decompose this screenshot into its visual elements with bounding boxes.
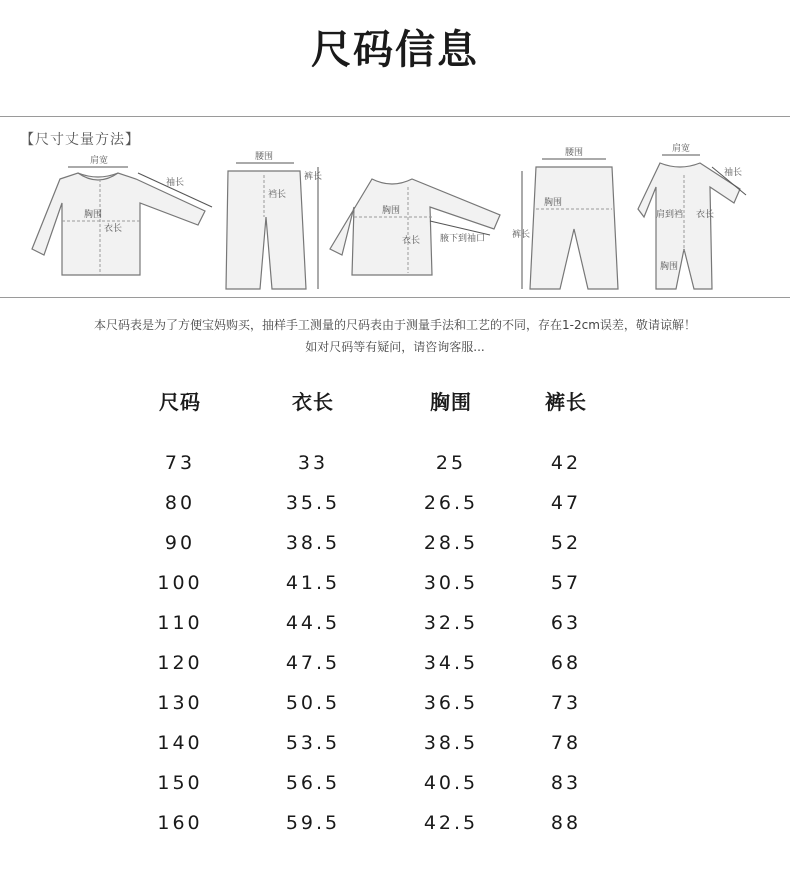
measurement-diagrams — [0, 117, 790, 299]
size-cell: 100 — [157, 572, 203, 594]
size-cell: 120 — [157, 652, 203, 674]
size-cell: 80 — [164, 492, 196, 514]
top-length-cell: 47.5 — [285, 652, 341, 674]
size-cell: 110 — [157, 612, 203, 634]
pants-length-cell: 63 — [550, 612, 582, 634]
size-cell: 90 — [164, 532, 196, 554]
chest-cell: 40.5 — [423, 772, 479, 794]
open-crotch-pants-diagram — [512, 147, 618, 289]
table-header-row — [120, 386, 640, 452]
romper-length-label: 衣长 — [696, 210, 715, 220]
chest-cell: 36.5 — [423, 692, 479, 714]
header-chest: 胸围 — [430, 390, 472, 414]
table-row — [120, 612, 640, 652]
pants-length-cell: 47 — [550, 492, 582, 514]
romper-shoulder-label: 肩宽 — [672, 144, 691, 154]
header-size: 尺码 — [159, 390, 201, 414]
size-cell: 160 — [157, 812, 203, 834]
shoulder-label: 肩宽 — [90, 156, 109, 166]
top-length-cell: 53.5 — [285, 732, 341, 754]
top-length-cell: 35.5 — [285, 492, 341, 514]
notice-line-1: 本尺码表是为了方便宝妈购买，抽样手工测量的尺码表由于测量手法和工艺的不同，存在1-2cm误差，敬请谅解！ — [94, 318, 696, 332]
table-row — [120, 572, 640, 612]
chest-cell: 38.5 — [423, 732, 479, 754]
sleeve-label: 袖长 — [166, 178, 185, 188]
raglan-chest-label: 胸围 — [382, 206, 401, 216]
chest-cell: 26.5 — [423, 492, 479, 514]
page-title: 尺码信息 — [311, 27, 479, 73]
underarm-label: 腋下到袖口 — [440, 234, 486, 244]
chest-cell: 25 — [435, 452, 467, 474]
pants-length-label: 裤长 — [304, 172, 323, 182]
top-length-cell: 38.5 — [285, 532, 341, 554]
raglan-top-diagram — [330, 179, 500, 275]
top-length-cell: 50.5 — [285, 692, 341, 714]
romper-chest-label: 胸围 — [660, 262, 679, 272]
open-pants-length-label: 裤长 — [512, 230, 531, 240]
chest-cell: 28.5 — [423, 532, 479, 554]
pants-length-cell: 78 — [550, 732, 582, 754]
size-cell: 73 — [164, 452, 196, 474]
header-top-length: 衣长 — [292, 390, 334, 414]
size-cell: 150 — [157, 772, 203, 794]
top-length-cell: 33 — [297, 452, 329, 474]
top-length-cell: 59.5 — [285, 812, 341, 834]
table-row — [120, 692, 640, 732]
romper-sleeve-label: 袖长 — [724, 168, 743, 178]
table-row — [120, 532, 640, 572]
raglan-length-label: 衣长 — [402, 236, 421, 246]
chest-cell: 34.5 — [423, 652, 479, 674]
top-length-cell: 44.5 — [285, 612, 341, 634]
crotch-label: 裆长 — [268, 190, 287, 200]
pants-length-cell: 68 — [550, 652, 582, 674]
table-row — [120, 452, 640, 492]
pants-diagram — [226, 151, 322, 289]
table-row — [120, 732, 640, 772]
notice-line-2: 如对尺码等有疑问，请咨询客服... — [305, 340, 485, 354]
open-pants-chest-label: 胸围 — [544, 198, 563, 208]
pants-length-cell: 42 — [550, 452, 582, 474]
table-row — [120, 812, 640, 852]
measurement-method-panel — [0, 116, 790, 298]
length-label: 衣长 — [104, 224, 123, 234]
romper-diagram — [638, 142, 746, 289]
waist-label: 腰围 — [255, 152, 274, 162]
table-row — [120, 492, 640, 532]
size-cell: 140 — [157, 732, 203, 754]
pants-length-cell: 57 — [550, 572, 582, 594]
pants-length-cell: 88 — [550, 812, 582, 834]
size-table — [120, 386, 640, 852]
romper-shoulder-crotch-label: 肩到裆 — [656, 210, 684, 220]
chest-cell: 42.5 — [423, 812, 479, 834]
chest-cell: 32.5 — [423, 612, 479, 634]
header-pants-length: 裤长 — [545, 390, 587, 414]
chest-label: 胸围 — [84, 210, 103, 220]
size-notice — [0, 314, 790, 358]
top-diagram — [32, 154, 212, 275]
top-length-cell: 56.5 — [285, 772, 341, 794]
pants-length-cell: 73 — [550, 692, 582, 714]
measurement-method-heading: 【尺寸丈量方法】 — [20, 132, 140, 148]
table-row — [120, 772, 640, 812]
top-length-cell: 41.5 — [285, 572, 341, 594]
chest-cell: 30.5 — [423, 572, 479, 594]
open-pants-waist-label: 腰围 — [565, 148, 584, 158]
pants-length-cell: 52 — [550, 532, 582, 554]
pants-length-cell: 83 — [550, 772, 582, 794]
size-cell: 130 — [157, 692, 203, 714]
table-row — [120, 652, 640, 692]
